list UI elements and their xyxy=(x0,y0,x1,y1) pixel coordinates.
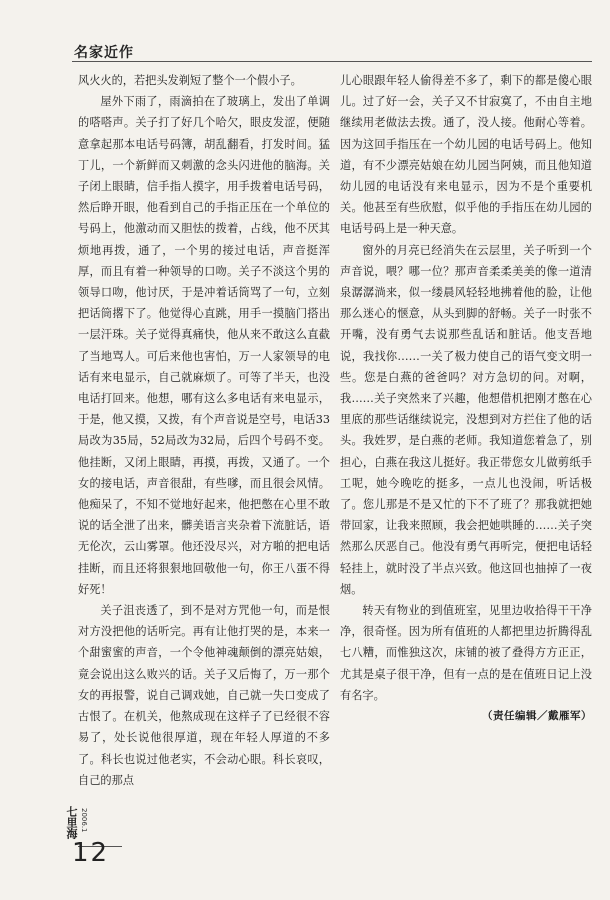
header-divider xyxy=(72,61,592,62)
right-paragraph-2: 窗外的月亮已经消失在云层里，关子听到一个声音说，喂？哪一位？那声音柔柔美美的像一道清泉潺潺淌来，似一缕晨风轻轻地拂着他的脸，让他那么迷心的惬意，从头到脚的舒畅。关子一时张不开嘴，没有勇气去说那些乱话和脏话。他支吾地说，我找你……一关了极力使自己的语气变文明一些。您是白燕的爸爸吗？对方急切的问。对啊，我……关子突然来了兴趣，他想借机把刚才憋在心里底的那些话继续说完，没想到对方拦住了他的话头。我姓罗，是白燕的老师。我知道您着急了，别担心，白燕在我这儿挺好。我正带您女儿做剪纸手工呢，她今晚吃的挺多，一点儿也没闹，听话极了。您儿那是不是又忙的下不了班了？那我就把她带回家，让我来照顾，我会把她哄睡的……关子突然那么厌恶自己。他没有勇气再听完，便把电话轻轻挂上，就时没了半点兴致。他这回也抽掉了一夜烟。 xyxy=(340,243,592,596)
magazine-name-vertical: 七里海 xyxy=(65,806,78,839)
issue-date-vertical: 2006.1 xyxy=(80,808,88,833)
left-paragraph-2: 屋外下雨了，雨滴拍在了玻璃上，发出了单调的嗒嗒声。关子打了好几个哈欠，眼皮发涩，便随意拿起那本电话号码簿，胡乱翻看，打发时间。猛丁儿，一个新鲜而又刺激的念头闪进他的脑海。关子闭上眼睛，信手指人摸字，用手拨着电话号码，然后睁开眼，他看到自己的手指正压在一个单位的号码上，他激动而又胆怯的拨着，占线，他不厌其烦地再拨，通了，一个男的接过电话，声音挺浑厚，而且有着一种领导的口吻。关子不淡这个男的领导口吻，他讨厌，于是冲着话筒骂了一句，立刻把话筒撂下了。他觉得心直跳，用手一摸脑门搭出一层汗珠。关子觉得真痛快，他从来不敢这么直截了当地骂人。可后来他也害怕，万一人家领导的电话有来电显示，自己就麻烦了。可等了半天，也没电话打回来。他想，哪有这么多电话有来电显示，于是，他又摸，又拨，有个声音说是空号，电话33局改为35局，52局改为32局，后四个号码不变。他挂断，又闭上眼睛，再摸，再拨，又通了。一个女的接电话，声音很甜，有些嗲，而且很会风情。他痴呆了，不知不觉地好起来，他把憋在心里不敢说的话全泄了出来，髒美语言夹杂着下流脏话，语无伦次，云山雾罩。他还没尽兴，对方啪的把电话挂断，而且还将狠狠地回敬他一句，你王八蛋不得好死！ xyxy=(78,95,330,596)
left-paragraph-3: 关子沮丧透了，到不是对方咒他一句，而是恨对方没把他的话听完。再有让他打哭的是，本来一个甜蜜蜜的声音，一个令他神魂颠倒的漂亮姑娘，竟会说出这么败兴的话。关子又后悔了，万一那个女的再报警，说自己调戏她，自己就一失口变成了古恨了。在机关，他熬成现在这样子了已经很不容易了，处长说他很厚道，现在年轻人厚道的不多了。科长也说过他老实，不会动心眼。科长哀叹，自己的那点 xyxy=(78,604,330,787)
right-text-column xyxy=(340,70,592,727)
right-paragraph-3: 转天有物业的到值班室，见里边收拾得干干净净，很奇怪。因为所有值班的人都把里边折腾得乱七八糟，而惟独这次，床铺的被了叠得方方正正，尤其是桌子很干净，但有一点的是在值班日记上没有名字。 xyxy=(340,604,592,702)
page-number: 12 xyxy=(72,838,110,868)
right-paragraph-1: 儿心眼跟年轻人偷得差不多了，剩下的都是傻心眼儿。过了好一会，关子又不甘寂寞了，不由自主地继续用老做法去拨。通了，没人接。他耐心等着。因为这回手指压在一个幼儿园的电话号码上。他知道，有不少漂亮姑娘在幼儿园当阿姨，而且他知道幼儿园的电话没有来电显示，因为不是个重要机关。他甚至有些欣慰，似乎他的手指压在幼儿园的电话号码上是一种天意。 xyxy=(340,74,592,236)
left-paragraph-1: 风火火的，若把头发剃短了整个一个假小子。 xyxy=(78,74,302,87)
section-header: 名家近作 xyxy=(74,45,134,61)
editor-credit: （责任编辑／戴雁军） xyxy=(482,710,592,723)
left-text-column xyxy=(78,70,330,787)
